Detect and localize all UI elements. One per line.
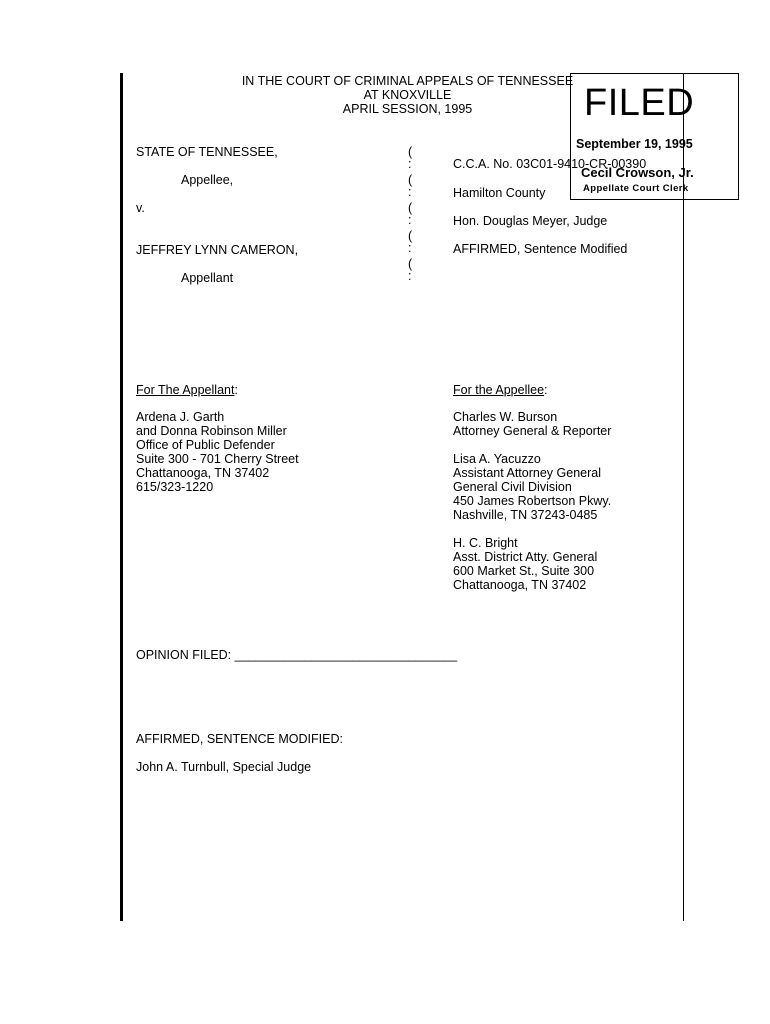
stamp-date: September 19, 1995	[576, 137, 693, 151]
appellee-counsel-line: Charles W. Burson	[453, 410, 558, 424]
appellee-counsel-line: Assistant Attorney General	[453, 466, 601, 480]
right-margin-rule	[683, 73, 684, 921]
stamp-clerk-name: Cecil Crowson, Jr.	[581, 165, 694, 180]
appellee-counsel-heading	[453, 383, 548, 397]
caption-divider-mark: :	[408, 213, 412, 227]
appellant-counsel-line: and Donna Robinson Miller	[136, 424, 287, 438]
caption-divider-mark: :	[408, 241, 412, 255]
appellee-counsel-line: Nashville, TN 37243-0485	[453, 508, 598, 522]
caption-divider-mark: :	[408, 269, 412, 283]
trial-judge: Hon. Douglas Meyer, Judge	[453, 214, 608, 228]
stamp-clerk-title: Appellate Court Clerk	[583, 183, 689, 194]
appellee-counsel-line: H. C. Bright	[453, 536, 518, 550]
opinion-author: John A. Turnbull, Special Judge	[136, 760, 312, 774]
versus: v.	[136, 201, 145, 215]
caption-divider-mark: (	[408, 145, 413, 159]
ruling-heading: AFFIRMED, SENTENCE MODIFIED:	[136, 732, 343, 746]
defendant-role: Appellant	[181, 271, 234, 285]
filed-stamp	[570, 73, 739, 200]
caption-divider-mark: (	[408, 201, 413, 215]
plaintiff-role: Appellee,	[181, 173, 234, 187]
appellant-counsel-line: Ardena J. Garth	[136, 410, 225, 424]
court-location: AT KNOXVILLE	[363, 88, 452, 102]
appellee-counsel-line: Attorney General & Reporter	[453, 424, 612, 438]
opinion-filed-line: OPINION FILED: ________________________________	[136, 648, 458, 662]
disposition: AFFIRMED, Sentence Modified	[453, 242, 628, 256]
appellee-counsel-line: 600 Market St., Suite 300	[453, 564, 595, 578]
defendant-name: JEFFREY LYNN CAMERON,	[136, 243, 299, 257]
heading-colon: :	[234, 383, 238, 397]
appellant-counsel-line: Chattanooga, TN 37402	[136, 466, 270, 480]
court-name: IN THE COURT OF CRIMINAL APPEALS OF TENNESSEE	[241, 74, 574, 88]
appellant-counsel-heading-text: For The Appellant	[136, 383, 235, 397]
left-margin-rule	[120, 73, 123, 921]
stamp-filed-label: FILED	[584, 82, 695, 124]
appellee-counsel-line: General Civil Division	[453, 480, 572, 494]
appellee-counsel-line: Chattanooga, TN 37402	[453, 578, 587, 592]
heading-colon: :	[544, 383, 548, 397]
caption-divider-mark: (	[408, 173, 413, 187]
court-session: APRIL SESSION, 1995	[342, 102, 473, 116]
appellant-counsel-line: 615/323-1220	[136, 480, 214, 494]
appellant-counsel-line: Office of Public Defender	[136, 438, 275, 452]
plaintiff-name: STATE OF TENNESSEE,	[136, 145, 278, 159]
appellee-counsel-line: Lisa A. Yacuzzo	[453, 452, 541, 466]
appellant-counsel-line: Suite 300 - 701 Cherry Street	[136, 452, 299, 466]
caption-divider-mark: (	[408, 229, 413, 243]
appellee-counsel-line: 450 James Robertson Pkwy.	[453, 494, 612, 508]
caption-divider-mark: :	[408, 185, 412, 199]
caption-divider-mark: (	[408, 257, 413, 271]
case-number: C.C.A. No. 03C01-9410-CR-00390	[453, 157, 647, 171]
appellee-counsel-heading-text: For the Appellee	[453, 383, 545, 397]
appellee-counsel-line: Asst. District Atty. General	[453, 550, 598, 564]
appellant-counsel-heading	[136, 383, 238, 397]
caption-divider-mark: :	[408, 157, 412, 171]
county: Hamilton County	[453, 186, 546, 200]
